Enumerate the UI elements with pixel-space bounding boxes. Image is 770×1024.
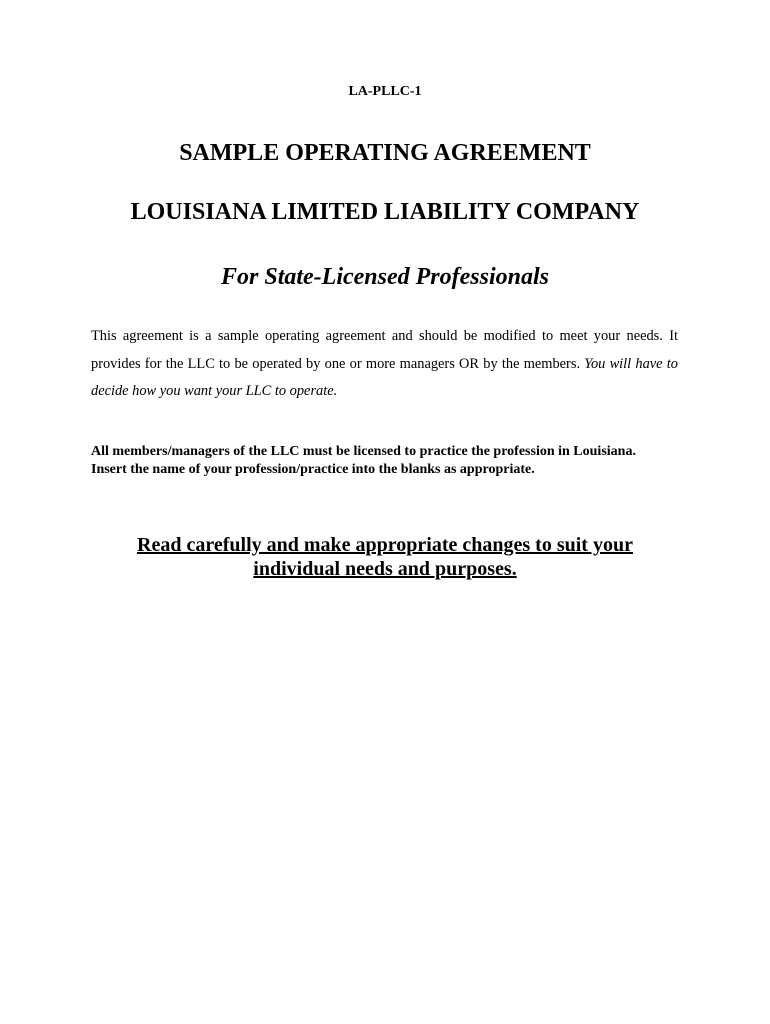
form-code: LA-PLLC-1 xyxy=(348,84,422,99)
read-carefully-heading xyxy=(0,533,770,581)
company-type-heading: LOUISIANA LIMITED LIABILITY COMPANY xyxy=(130,199,640,225)
document-subtitle: For State-Licensed Professionals xyxy=(221,264,549,290)
intro-italic-text: You will have to decide how you want your LLC to operate. xyxy=(91,355,678,399)
read-carefully-line-1: Read carefully and make appropriate changes to suit your xyxy=(137,534,633,556)
licensing-notice-line-1: All members/managers of the LLC must be licensed to practice the profession in Louisiana. xyxy=(91,444,636,459)
licensing-notice-line-2: Insert the name of your profession/practice into the blanks as appropriate. xyxy=(91,462,535,477)
intro-text: This agreement is a sample operating agreement and should be modified to meet your needs. It provides for the LLC to be operated by one or more managers OR by the members. xyxy=(91,328,678,372)
document-title: SAMPLE OPERATING AGREEMENT xyxy=(179,140,591,166)
read-carefully-line-2: individual needs and purposes. xyxy=(253,558,517,580)
intro-paragraph xyxy=(91,323,678,406)
licensing-notice xyxy=(91,443,691,479)
